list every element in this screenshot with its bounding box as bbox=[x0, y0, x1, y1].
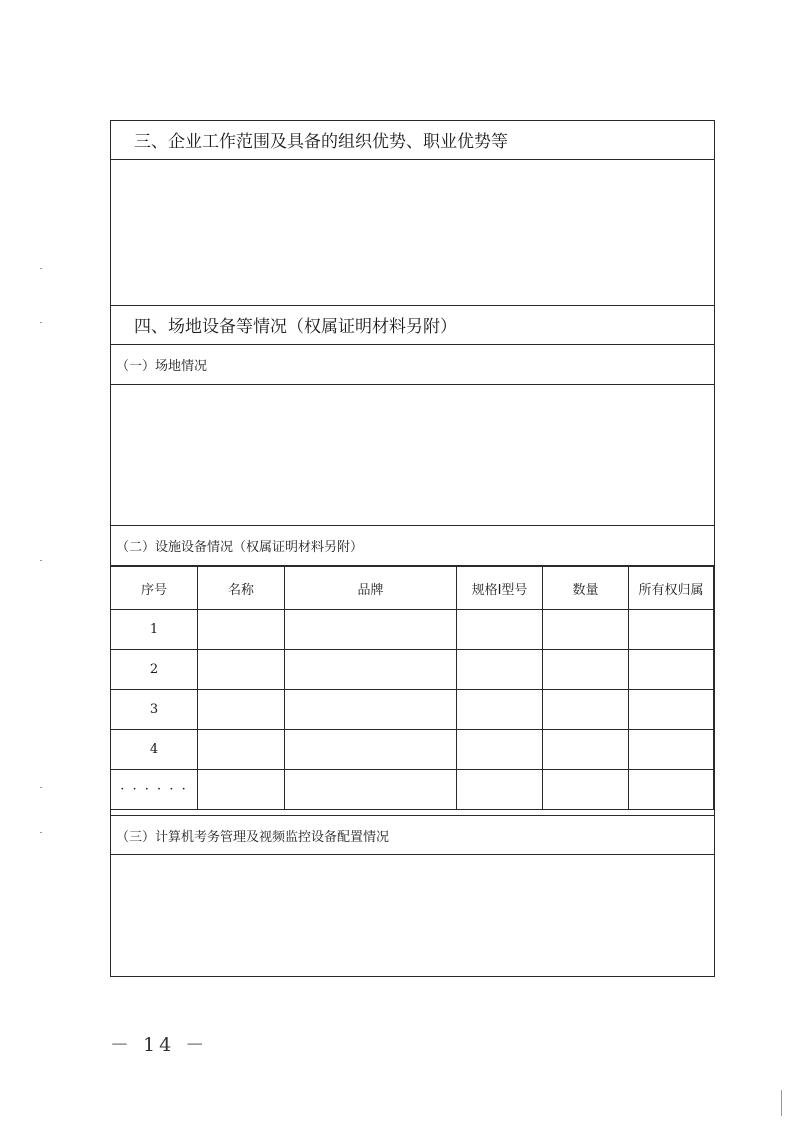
name-cell[interactable] bbox=[198, 690, 285, 730]
brand-cell[interactable] bbox=[285, 770, 457, 810]
spec-cell[interactable] bbox=[457, 650, 543, 690]
col-ownership-header: 所有权归属 bbox=[629, 567, 714, 610]
site-conditions-label: （一）场地情况 bbox=[116, 359, 208, 374]
col-name-header: 名称 bbox=[198, 567, 285, 610]
col-brand-header: 品牌 bbox=[285, 567, 457, 610]
table-row bbox=[111, 770, 714, 810]
row-index: 2 bbox=[111, 650, 198, 690]
ownership-cell[interactable] bbox=[629, 730, 714, 770]
table-header-row bbox=[111, 567, 714, 610]
name-cell[interactable] bbox=[198, 650, 285, 690]
row-index: 4 bbox=[111, 730, 198, 770]
quantity-cell[interactable] bbox=[543, 730, 629, 770]
col-quantity-header: 数量 bbox=[543, 567, 629, 610]
scan-speck bbox=[40, 268, 42, 269]
ownership-cell[interactable] bbox=[629, 650, 714, 690]
ownership-cell[interactable] bbox=[629, 610, 714, 650]
equipment-label: （二）设施设备情况（权属证明材料另附） bbox=[116, 540, 364, 555]
ownership-cell[interactable] bbox=[629, 690, 714, 730]
brand-cell[interactable] bbox=[285, 610, 457, 650]
name-cell[interactable] bbox=[198, 730, 285, 770]
scan-speck bbox=[40, 787, 42, 788]
col-spec-header: 规格Ⅰ型号 bbox=[457, 567, 543, 610]
section-3-title bbox=[110, 120, 715, 160]
spec-cell[interactable] bbox=[457, 730, 543, 770]
table-row bbox=[111, 730, 714, 770]
brand-cell[interactable] bbox=[285, 650, 457, 690]
brand-cell[interactable] bbox=[285, 690, 457, 730]
scan-speck bbox=[40, 322, 42, 323]
row-index: 1 bbox=[111, 610, 198, 650]
ownership-cell[interactable] bbox=[629, 770, 714, 810]
quantity-cell[interactable] bbox=[543, 610, 629, 650]
spec-cell[interactable] bbox=[457, 770, 543, 810]
table-row bbox=[111, 690, 714, 730]
site-conditions-area bbox=[110, 385, 715, 526]
table-row bbox=[111, 650, 714, 690]
section-4-title bbox=[110, 305, 715, 345]
quantity-cell[interactable] bbox=[543, 650, 629, 690]
section-3-title-text: 三、企业工作范围及具备的组织优势、职业优势等 bbox=[134, 132, 508, 152]
table-row bbox=[111, 610, 714, 650]
name-cell[interactable] bbox=[198, 770, 285, 810]
equipment-header bbox=[110, 526, 715, 566]
computer-monitoring-header bbox=[110, 815, 715, 855]
section-4-title-text: 四、场地设备等情况（权属证明材料另附） bbox=[134, 317, 457, 337]
computer-monitoring-label: （三）计算机考务管理及视频监控设备配置情况 bbox=[116, 829, 390, 845]
spec-cell[interactable] bbox=[457, 610, 543, 650]
spec-cell[interactable] bbox=[457, 690, 543, 730]
brand-cell[interactable] bbox=[285, 730, 457, 770]
scan-speck bbox=[40, 832, 42, 833]
equipment-table bbox=[110, 566, 714, 810]
scan-speck bbox=[40, 560, 42, 561]
quantity-cell[interactable] bbox=[543, 690, 629, 730]
page-number: － 14 － bbox=[110, 1034, 209, 1056]
row-index-ellipsis: · · · · · · bbox=[111, 770, 198, 810]
col-index-header: 序号 bbox=[111, 567, 198, 610]
site-conditions-header bbox=[110, 345, 715, 385]
name-cell[interactable] bbox=[198, 610, 285, 650]
row-index: 3 bbox=[111, 690, 198, 730]
quantity-cell[interactable] bbox=[543, 770, 629, 810]
scan-edge-mark bbox=[781, 1090, 782, 1116]
